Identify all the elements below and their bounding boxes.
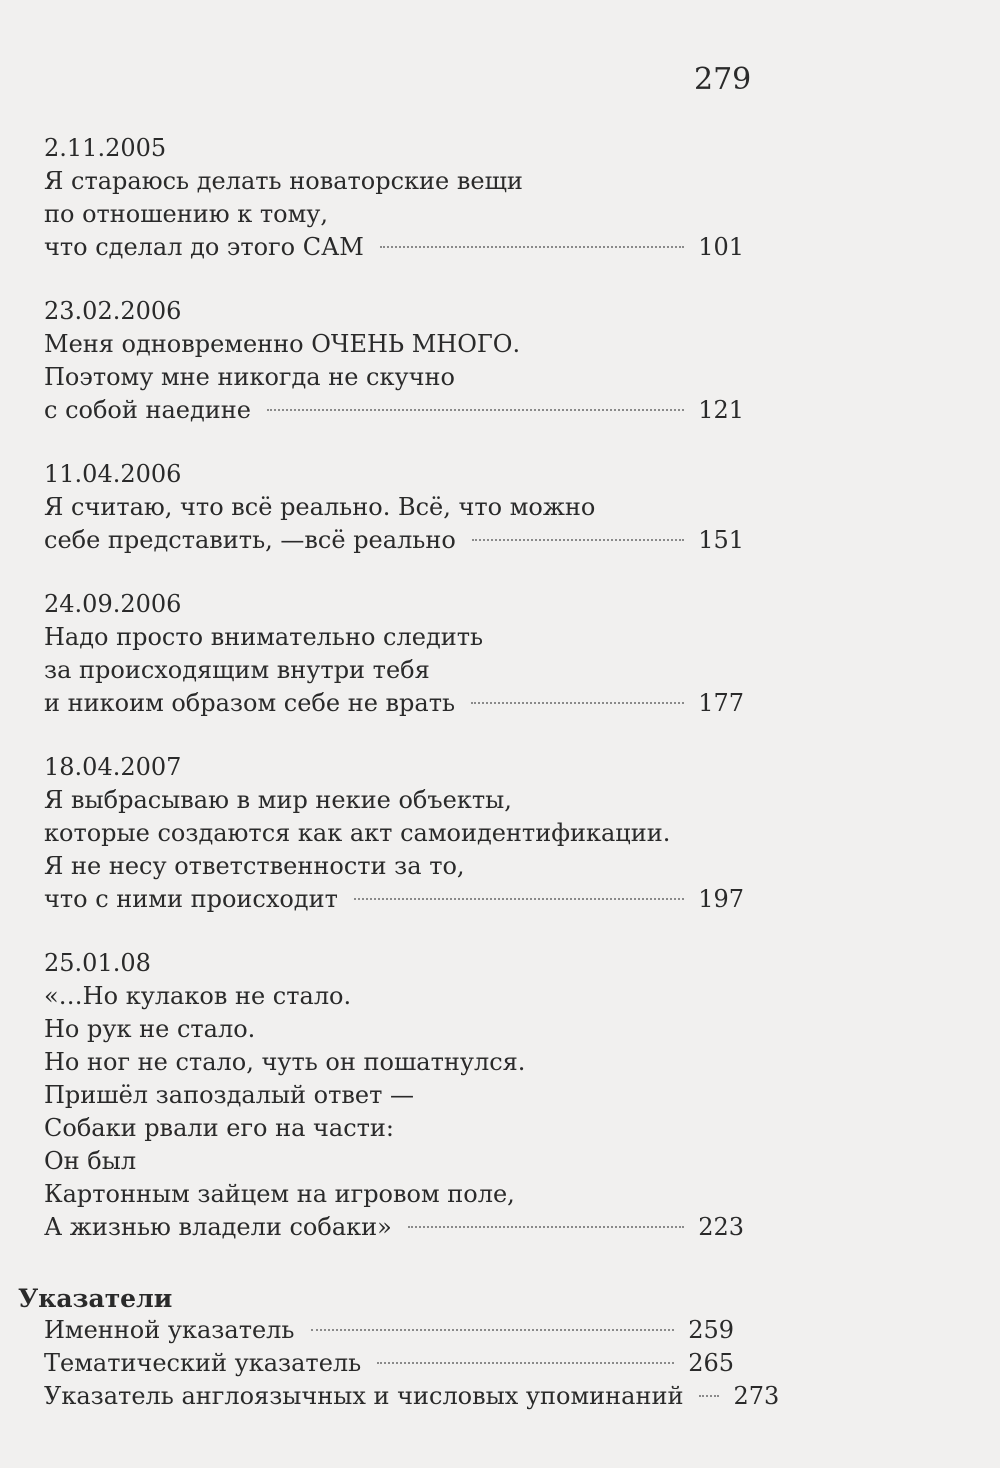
entry-last-line	[44, 524, 744, 557]
dot-leader	[380, 246, 684, 248]
entry-line: что сделал до этого САМ	[44, 233, 364, 261]
entry-page-number: 177	[698, 689, 744, 717]
entry-page-number: 151	[698, 526, 744, 554]
entry-line: Я считаю, что всё реально. Всё, что можно	[44, 493, 596, 521]
section-title-indexes: Указатели	[18, 1284, 173, 1313]
index-entry[interactable]	[44, 1314, 734, 1347]
entry-line: Он был	[44, 1147, 137, 1175]
page-number: 279	[694, 62, 752, 97]
toc-entry[interactable]	[44, 947, 744, 1244]
entry-line: А жизнью владели собаки»	[44, 1213, 392, 1241]
table-of-contents	[44, 132, 744, 1275]
entry-date: 25.01.08	[44, 949, 151, 977]
entry-line: Пришёл запоздалый ответ —	[44, 1081, 415, 1109]
entry-date: 18.04.2007	[44, 753, 182, 781]
entry-line: Я выбрасываю в мир некие объекты,	[44, 786, 512, 814]
entry-line: Собаки рвали его на части:	[44, 1114, 395, 1142]
entry-line: Я не несу ответственности за то,	[44, 852, 465, 880]
entry-line: Но рук не стало.	[44, 1015, 256, 1043]
dot-leader	[472, 539, 684, 541]
toc-entry[interactable]	[44, 751, 744, 916]
dot-leader	[699, 1395, 719, 1397]
entry-line: Но ног не стало, чуть он пошатнулся.	[44, 1048, 526, 1076]
toc-entry[interactable]	[44, 458, 744, 557]
entry-line: и никоим образом себе не врать	[44, 689, 456, 717]
entry-last-line	[44, 1211, 744, 1244]
toc-entry[interactable]	[44, 132, 744, 264]
entry-page-number: 223	[698, 1213, 744, 1241]
entry-line: за происходящим внутри тебя	[44, 656, 430, 684]
entry-line: «…Но кулаков не стало.	[44, 982, 352, 1010]
index-entry-page-number: 265	[688, 1349, 734, 1377]
index-entry-label: Именной указатель	[44, 1316, 295, 1344]
entry-line: которые создаются как акт самоидентификации.	[44, 819, 671, 847]
index-entry-page-number: 259	[688, 1316, 734, 1344]
entry-line: себе представить, —всё реально	[44, 526, 456, 554]
dot-leader	[267, 409, 684, 411]
entry-last-line	[44, 883, 744, 916]
entry-line: Меня одновременно ОЧЕНЬ МНОГО.	[44, 330, 521, 358]
entry-line: что с ними происходит	[44, 885, 338, 913]
index-list	[44, 1314, 780, 1413]
entry-date: 23.02.2006	[44, 297, 182, 325]
index-entry-label: Указатель англоязычных и числовых упоминаний	[44, 1382, 684, 1410]
entry-line: Поэтому мне никогда не скучно	[44, 363, 455, 391]
toc-entry[interactable]	[44, 295, 744, 427]
dot-leader	[471, 702, 684, 704]
dot-leader	[408, 1226, 684, 1228]
entry-date: 24.09.2006	[44, 590, 182, 618]
index-entry[interactable]	[44, 1380, 780, 1413]
entry-date: 11.04.2006	[44, 460, 182, 488]
index-entry-label: Тематический указатель	[44, 1349, 362, 1377]
index-entry[interactable]	[44, 1347, 734, 1380]
entry-date: 2.11.2005	[44, 134, 167, 162]
entry-line: с собой наедине	[44, 396, 251, 424]
index-entry-page-number: 273	[733, 1382, 780, 1410]
entry-line: по отношению к тому,	[44, 200, 329, 228]
entry-page-number: 121	[698, 396, 744, 424]
entry-page-number: 101	[698, 233, 744, 261]
toc-entry[interactable]	[44, 588, 744, 720]
entry-last-line	[44, 687, 744, 720]
entry-line: Я стараюсь делать новаторские вещи	[44, 167, 523, 195]
entry-line: Картонным зайцем на игровом поле,	[44, 1180, 515, 1208]
entry-last-line	[44, 231, 744, 264]
dot-leader	[354, 898, 684, 900]
dot-leader	[377, 1362, 674, 1364]
entry-line: Надо просто внимательно следить	[44, 623, 484, 651]
dot-leader	[311, 1329, 675, 1331]
entry-page-number: 197	[698, 885, 744, 913]
entry-last-line	[44, 394, 744, 427]
